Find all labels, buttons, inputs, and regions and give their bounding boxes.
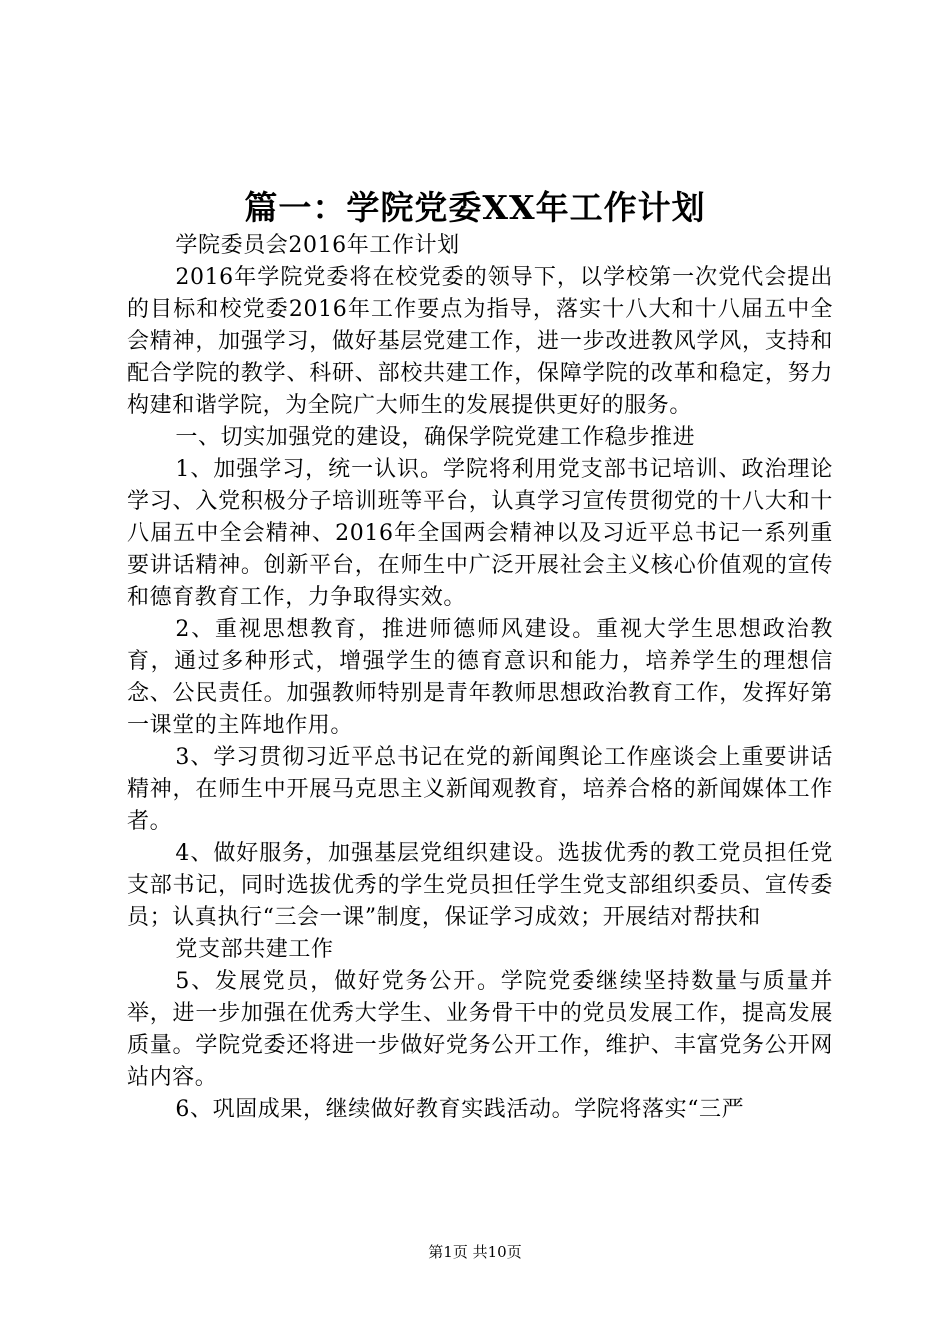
paragraph-item-4-continued: 党支部共建工作 <box>175 937 334 962</box>
section-heading-1: 一、切实加强党的建设，确保学院党建工作稳步推进 <box>175 425 696 450</box>
paragraph-item-2: 2、重视思想教育，推进师德师风建设。重视大学生思想政治教育，通过多种形式，增强学生的德育意识和能力，培养学生的理想信念、公民责任。加强教师特别是青年教师思想政治教育工作，发挥好第一课堂的主阵地作用。 <box>127 617 833 738</box>
paragraph-subtitle: 学院委员会2016年工作计划 <box>175 233 460 258</box>
paragraph-item-1: 1、加强学习，统一认识。学院将利用党支部书记培训、政治理论学习、入党积极分子培训班等平台，认真学习宣传贯彻党的十八大和十八届五中全会精神、2016年全国两会精神以及习近平总书记一系列重要讲话精神。创新平台，在师生中广泛开展社会主义核心价值观的宣传和德育教育工作，力争取得实效。 <box>127 457 833 610</box>
page-number-footer: 第1页 共10页 <box>428 1243 522 1261</box>
document-title: 篇一：学院党委XX年工作计划 <box>244 188 706 227</box>
paragraph-intro: 2016年学院党委将在校党委的领导下，以学校第一次党代会提出的目标和校党委2016年工作要点为指导，落实十八大和十八届五中全会精神，加强学习，做好基层党建工作，进一步改进教风学风，支持和配合学院的教学、科研、部校共建工作，保障学院的改革和稳定，努力构建和谐学院，为全院广大师生的发展提供更好的服务。 <box>127 265 833 418</box>
paragraph-item-5: 5、发展党员，做好党务公开。学院党委继续坚持数量与质量并举，进一步加强在优秀大学生、业务骨干中的党员发展工作，提高发展质量。学院党委还将进一步做好党务公开工作，维护、丰富党务公开网站内容。 <box>127 969 833 1090</box>
paragraph-item-4: 4、做好服务，加强基层党组织建设。选拔优秀的教工党员担任党支部书记，同时选拔优秀的学生党员担任学生党支部组织委员、宣传委员；认真执行“三会一课”制度，保证学习成效；开展结对帮扶和 <box>127 841 833 930</box>
paragraph-item-6: 6、巩固成果，继续做好教育实践活动。学院将落实“三严 <box>175 1097 745 1122</box>
paragraph-item-3: 3、学习贯彻习近平总书记在党的新闻舆论工作座谈会上重要讲话精神，在师生中开展马克思主义新闻观教育，培养合格的新闻媒体工作者。 <box>127 745 833 834</box>
document-body <box>127 230 833 1126</box>
